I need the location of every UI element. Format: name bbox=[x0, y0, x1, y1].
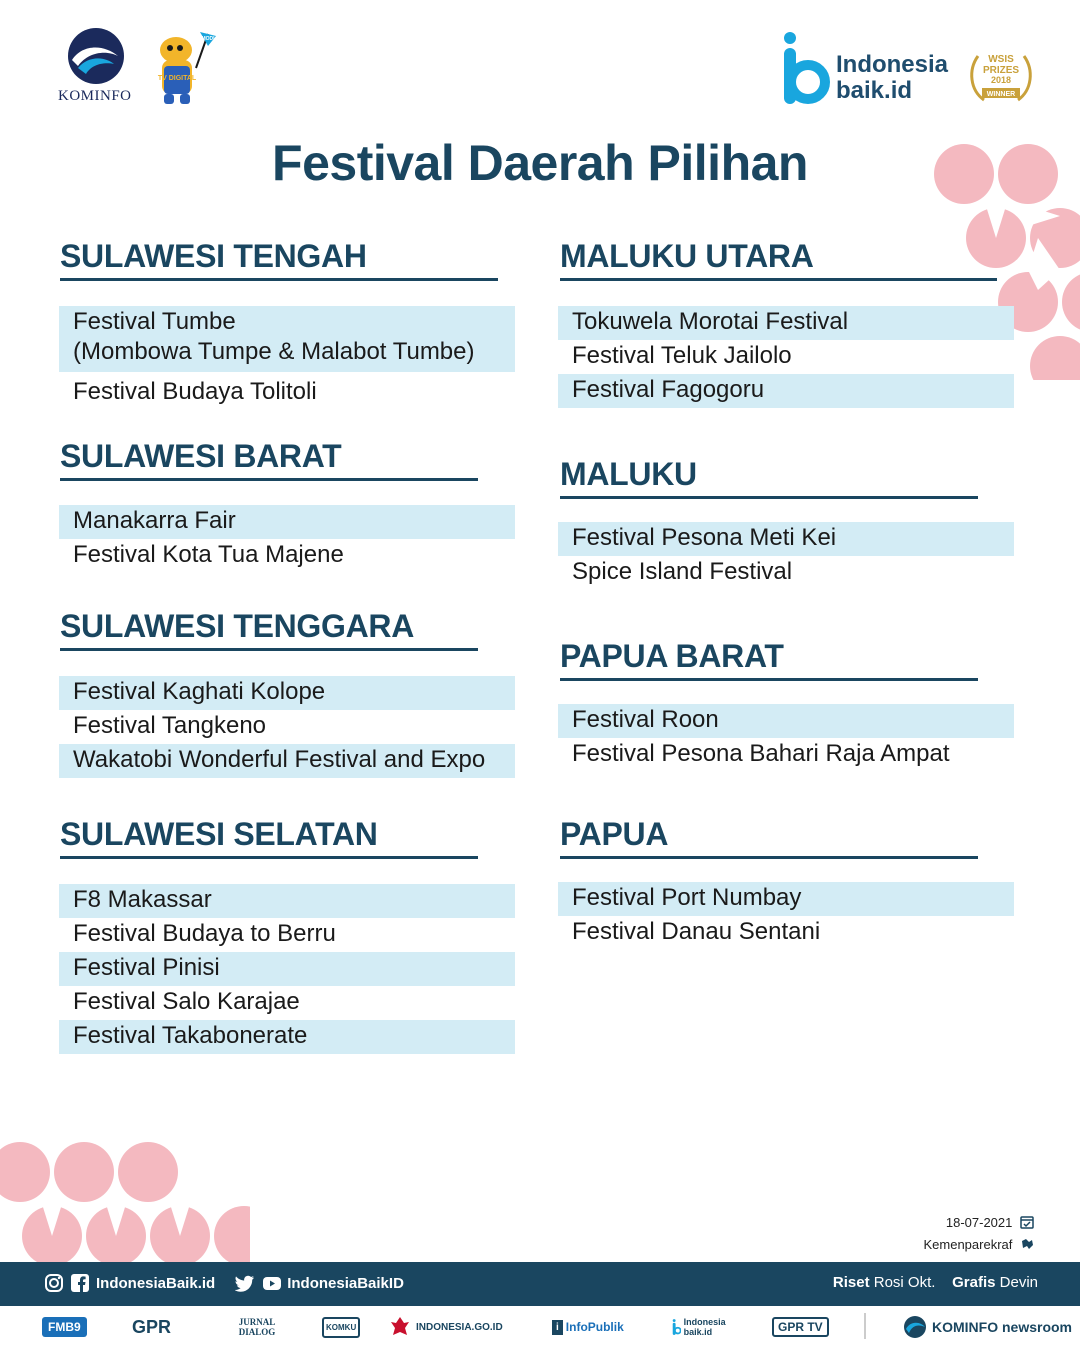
footer-bar bbox=[0, 1262, 1080, 1306]
handle-facebook-instagram[interactable]: IndonesiaBaik.id bbox=[96, 1274, 216, 1292]
festival-list-sulawesi-tengah bbox=[59, 306, 515, 410]
indonesia-baik-small-icon bbox=[672, 1315, 681, 1339]
festival-item: Festival Budaya to Berru bbox=[73, 920, 336, 947]
credits bbox=[833, 1274, 1038, 1291]
festival-item: Festival Danau Sentani bbox=[572, 918, 821, 945]
festival-item: Festival Salo Karajae bbox=[73, 988, 300, 1015]
source-meta bbox=[923, 1212, 1034, 1256]
region-maluku-utara bbox=[560, 238, 997, 281]
grafis-label: Grafis bbox=[952, 1274, 996, 1291]
festival-list-sulawesi-tenggara bbox=[59, 676, 515, 778]
region-divider bbox=[560, 856, 978, 859]
region-heading: MALUKU bbox=[560, 456, 697, 492]
newsroom-swirl-icon bbox=[902, 1315, 928, 1339]
partner-indonesia-go-id-logo: INDONESIA.GO.ID bbox=[390, 1313, 503, 1341]
festival-item: Festival Pesona Bahari Raja Ampat bbox=[572, 740, 950, 767]
festival-item: Manakarra Fair bbox=[59, 505, 515, 539]
festival-item: Festival Teluk Jailolo bbox=[572, 342, 792, 369]
festival-list-sulawesi-barat bbox=[59, 505, 515, 573]
partner-divider bbox=[864, 1313, 866, 1339]
region-divider bbox=[60, 648, 478, 651]
festival-item: Festival Port Numbay bbox=[558, 882, 1014, 916]
region-papua-barat bbox=[560, 638, 978, 681]
partner-jurnal-dialog-logo: JURNAL DIALOG bbox=[238, 1317, 276, 1337]
region-papua bbox=[560, 816, 978, 859]
wsis-text-4: WINNER bbox=[986, 91, 1016, 98]
indonesia-baik-logo bbox=[782, 30, 972, 106]
wsis-prizes-badge bbox=[966, 48, 1036, 110]
festival-name: Festival Tumbe bbox=[73, 308, 236, 335]
kominfo-logo bbox=[58, 26, 138, 106]
source-name: Kemenparekraf bbox=[923, 1237, 1013, 1252]
festival-list-sulawesi-selatan bbox=[59, 884, 515, 1054]
region-heading: PAPUA bbox=[560, 816, 669, 852]
festival-item: Festival Kota Tua Majene bbox=[73, 541, 344, 568]
facebook-icon[interactable] bbox=[70, 1273, 90, 1293]
partner-infopublik-logo: i InfoPublik bbox=[552, 1313, 624, 1341]
festival-list-maluku bbox=[558, 522, 1014, 590]
festival-list-papua bbox=[558, 882, 1014, 950]
handle-twitter-youtube[interactable]: IndonesiaBaikID bbox=[287, 1274, 404, 1292]
page-title: Festival Daerah Pilihan bbox=[272, 135, 808, 191]
festival-list-papua-barat bbox=[558, 704, 1014, 772]
indonesia-baik-mark-icon bbox=[782, 30, 830, 106]
calendar-check-icon bbox=[1020, 1214, 1034, 1228]
region-divider bbox=[60, 278, 498, 281]
festival-item: Festival Budaya Tolitoli bbox=[73, 378, 317, 405]
region-sulawesi-barat bbox=[60, 438, 478, 481]
kominfo-label: KOMINFO bbox=[58, 88, 132, 104]
twitter-icon[interactable] bbox=[235, 1273, 255, 1293]
festival-item: Festival Fagogoru bbox=[558, 374, 1014, 408]
mascot-icon bbox=[146, 28, 218, 106]
kominfo-emblem-icon bbox=[64, 26, 128, 86]
mascot-flag-text: MODI bbox=[201, 36, 215, 42]
festival-item: Spice Island Festival bbox=[572, 558, 793, 585]
tv-digital-mascot-logo bbox=[146, 28, 218, 106]
region-heading: SULAWESI BARAT bbox=[60, 438, 342, 474]
festival-item: Festival Tangkeno bbox=[73, 712, 267, 739]
map-region-icon bbox=[1020, 1236, 1034, 1250]
partner-komku-logo: KOMKU bbox=[322, 1313, 360, 1341]
region-sulawesi-selatan bbox=[60, 816, 478, 859]
brand-line-2: baik.id bbox=[836, 77, 913, 104]
laurel-icon bbox=[966, 48, 1036, 110]
region-sulawesi-tenggara bbox=[60, 608, 478, 651]
festival-item: Festival Pesona Meti Kei bbox=[558, 522, 1014, 556]
region-divider bbox=[560, 678, 978, 681]
festival-item: Festival Roon bbox=[558, 704, 1014, 738]
festival-item: Tokuwela Morotai Festival bbox=[558, 306, 1014, 340]
mascot-tv-text: TV DIGITAL bbox=[157, 75, 197, 82]
region-heading: SULAWESI TENGGARA bbox=[60, 608, 415, 644]
youtube-icon[interactable] bbox=[261, 1273, 281, 1293]
region-divider bbox=[60, 478, 478, 481]
region-maluku bbox=[560, 456, 978, 499]
festival-item: F8 Makassar bbox=[59, 884, 515, 918]
region-heading: PAPUA BARAT bbox=[560, 638, 784, 674]
partner-gpr-tv-logo: GPR TV bbox=[772, 1313, 829, 1341]
partner-fmb9-logo: FMB9 bbox=[42, 1313, 87, 1341]
wsis-text-2: PRIZES bbox=[982, 65, 1020, 76]
region-heading: SULAWESI TENGAH bbox=[60, 238, 367, 274]
region-sulawesi-tengah bbox=[60, 238, 498, 281]
publish-date: 18-07-2021 bbox=[945, 1215, 1013, 1230]
decorative-pattern-bottom bbox=[0, 1136, 250, 1262]
festival-item: Wakatobi Wonderful Festival and Expo bbox=[59, 744, 515, 778]
region-heading: MALUKU UTARA bbox=[560, 238, 814, 274]
garuda-icon bbox=[390, 1315, 410, 1339]
partner-gpr-logo: GPR bbox=[132, 1316, 172, 1337]
brand-line-1: Indonesia bbox=[836, 51, 949, 78]
region-divider bbox=[60, 856, 478, 859]
partner-indonesia-baik-logo: Indonesia baik.id bbox=[672, 1313, 736, 1341]
festival-subtitle: (Mombowa Tumpe & Malabot Tumbe) bbox=[73, 338, 475, 365]
instagram-icon[interactable] bbox=[44, 1273, 64, 1293]
festival-item: Festival Takabonerate bbox=[59, 1020, 515, 1054]
wsis-text-1: WSIS bbox=[988, 54, 1014, 65]
region-divider bbox=[560, 278, 997, 281]
festival-item: Festival Pinisi bbox=[59, 952, 515, 986]
partner-kominfo-newsroom-logo: KOMINFO newsroom bbox=[902, 1313, 1072, 1341]
wsis-text-3: 2018 bbox=[990, 75, 1012, 85]
region-heading: SULAWESI SELATAN bbox=[60, 816, 378, 852]
riset-label: Riset bbox=[832, 1274, 870, 1291]
grafis-name: Devin bbox=[999, 1274, 1038, 1291]
region-divider bbox=[560, 496, 978, 499]
riset-name: Rosi Okt. bbox=[873, 1274, 936, 1291]
festival-list-maluku-utara bbox=[558, 306, 1014, 408]
festival-item: Festival Kaghati Kolope bbox=[59, 676, 515, 710]
festival-item bbox=[59, 306, 515, 372]
